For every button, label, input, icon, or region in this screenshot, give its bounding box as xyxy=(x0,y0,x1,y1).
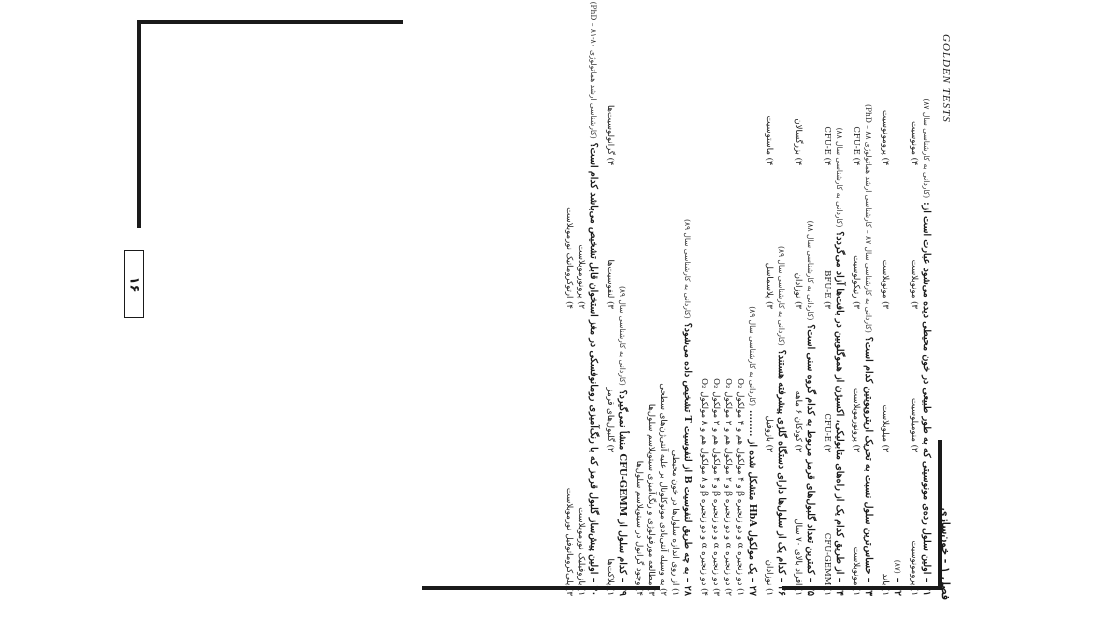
answer-options xyxy=(792,22,804,596)
answer-option-1: ۱) نوزادان xyxy=(764,559,774,596)
answer-option-2: ۲) پرونورموبلاست xyxy=(851,388,861,453)
question-stem: ۲۹ – کدام سلول از CFU-GEMM منشأ نمی‌گیرد؟ xyxy=(617,389,628,596)
answer-options xyxy=(850,22,862,596)
page-number: ۱۶ xyxy=(126,276,142,292)
question-text xyxy=(746,22,758,596)
answer-options xyxy=(563,22,587,596)
answer-option-3: ۳) رتیکولوسیت xyxy=(851,255,861,309)
answer-option-1: ۱) از روی اندازه سلول‌ها در خون محیطی xyxy=(670,449,680,596)
answer-option-1: ۱) بازوفیلیک نورموبلاست xyxy=(576,507,586,596)
question-7 xyxy=(698,22,758,596)
chapter-title: فصل ۱ - خون‌سازی xyxy=(939,507,952,600)
question-source: (کاردانی به کارشناسی سال ۸۹) xyxy=(618,285,627,386)
answer-option-4: ۴) CFU-E xyxy=(822,126,832,166)
book-page xyxy=(152,1,952,604)
answer-option-4: ۴) وجود گرانول در سیتوپلاسم سلول‌ها xyxy=(634,460,644,596)
question-1 xyxy=(908,22,932,596)
question-text xyxy=(833,22,845,596)
question-9 xyxy=(604,22,628,596)
question-text xyxy=(775,22,787,596)
answer-option-1: ۱) دو زنجیره α و دو زنجیره β و ۴ مولکول هم و ۴ مولکول O₂ xyxy=(735,378,745,596)
question-5 xyxy=(792,22,816,596)
question-stem: ۲۸ – به چه طریق لنفوسیت B از لنفوسیت T تشخیص داده می‌شود؟ xyxy=(682,322,693,596)
question-stem: ۲۷ – یک مولکول HbA متشکل شده از ........ xyxy=(747,409,758,596)
answer-option-3: ۳) مونوبلاست xyxy=(880,259,890,309)
answer-option-3: ۳) مونوبلاست xyxy=(909,259,919,309)
question-2 xyxy=(879,22,903,596)
question-stem: ۲۵ – کمترین تعداد گلبول‌های قرمز مربوط به کدام گروه سنی است؟ xyxy=(805,324,816,596)
answer-option-4: ۴) گرانولوسیت‌ها xyxy=(605,104,615,166)
answer-options xyxy=(879,22,891,596)
question-source: (کاردانی به کارشناسی سال ۸۸) xyxy=(835,127,844,228)
footer-brand: GOLDEN TESTS xyxy=(940,34,952,123)
answer-options xyxy=(633,22,681,596)
question-3 xyxy=(850,22,874,596)
answer-options xyxy=(604,22,616,596)
answer-option-3: ۳) لنفوسیت‌ها xyxy=(605,259,615,309)
answer-option-4: ۴) بزرگسالان xyxy=(793,118,803,166)
question-text xyxy=(616,22,628,596)
question-source: (کاردانی به کارشناسی سال ۸۷ – کارشناسی ارشد هماتولوژی PhD – ۸۸) xyxy=(864,104,873,333)
answer-option-4: ۴) مونوسیت xyxy=(909,121,919,166)
question-source: (کاردانی به کارشناسی سال ۸۹) xyxy=(777,246,786,346)
question-source: (کاردانی به کارشناسی سال ۸۸) xyxy=(806,220,815,321)
answer-option-2: ۲) کودکان ۶ ماهه xyxy=(793,390,803,453)
answer-option-2: ۲) گلبول‌های قرمز xyxy=(605,387,615,453)
answer-option-3: ۳) BFU-E xyxy=(822,270,832,309)
question-source: (کاردانی به کارشناسی سال ۸۹) xyxy=(748,306,757,406)
answer-option-1: ۱) افراد بالای ۷۰ سال xyxy=(793,518,803,596)
answer-options xyxy=(763,22,775,596)
answer-option-2: ۲) به وسیله آنتی‌بادی مونوکلونال بر علیه آنتی‌ژن‌های سطحی xyxy=(658,383,668,596)
question-text xyxy=(804,22,816,596)
answer-option-4: ۴) دو زنجیره α و دو زنجیره β و ۸ مولکول هم و ۸ مولکول O₂ xyxy=(699,378,709,596)
answer-option-4: ۴) ماستوسیت xyxy=(764,115,774,166)
answer-option-2: ۲) بازوفیل xyxy=(764,415,774,453)
question-source: (کاردانی به کارشناسی سال ۸۹) xyxy=(683,219,692,319)
answer-options xyxy=(821,22,833,596)
answer-option-2: ۲) پرونورموبلاست xyxy=(576,244,586,309)
answer-option-1: ۱) پرومونوسیت xyxy=(909,540,919,596)
answer-option-3: ۳) پلی‌کروماتوفیل نورموبلاست xyxy=(564,487,574,596)
question-text xyxy=(862,22,874,596)
answer-option-1: ۱) CFU-GEMM xyxy=(822,532,832,596)
question-10 xyxy=(563,1,599,596)
answer-option-2: ۲) منومیلوسیت xyxy=(909,398,919,453)
answer-options xyxy=(908,22,920,596)
answer-option-1: ۱) مونوبلاست xyxy=(851,546,861,596)
question-text xyxy=(587,1,599,596)
answer-option-3: ۳) دو زنجیره α و دو زنجیره β و ۴ مولکول هم و ۲ مولکول O₂ xyxy=(711,378,721,596)
question-text xyxy=(920,22,932,596)
answer-option-3: ۳) پلاسماسل xyxy=(764,262,774,309)
frame-rule-left xyxy=(137,20,141,228)
page-number-box xyxy=(124,250,144,318)
question-stem: ۲۴ – از طریق کدام یک از راه‌های متابولیکی، اکسیژن از هموگلوبین در بافت‌ها آزاد می‌گردد؟ xyxy=(834,231,845,596)
question-stem: ۲۳ – حساس‌ترین سلول نسبت به تحریک اریتروپویتین کدام است؟ xyxy=(863,336,874,596)
answer-option-2: ۲) میلوبلاست xyxy=(880,404,890,453)
question-stem: ۲۱ – اولین سلول رده‌ی مونوسیتی که به طور طبیعی در خون محیطی دیده می‌شود عبارت است از: xyxy=(921,202,932,596)
question-source: (۸۷) xyxy=(893,559,902,574)
question-8 xyxy=(633,22,693,596)
answer-option-3: ۳) مطالعه مورفولوژی و رنگ‌آمیزی سیتوپلاسم سلول‌ها xyxy=(646,403,656,596)
question-stem: ۲۲ – xyxy=(892,577,903,596)
answer-options xyxy=(698,22,746,596)
answer-option-4: ۴) ارتوکروماتیک نورموبلاست xyxy=(564,207,574,309)
answer-option-2: ۲) CFU-E xyxy=(822,413,832,453)
answer-option-3: ۳) نوزادان xyxy=(793,272,803,309)
question-stem: ۲۶ – کدام یک از سلول‌ها دارای دستگاه گلژی پیشرفته هستند؟ xyxy=(776,349,787,596)
answer-option-1: ۱) باند xyxy=(880,573,890,596)
answer-option-2: ۲) دو زنجیره α و دو زنجیره β و ۲ مولکول هم و ۲ مولکول O₂ xyxy=(723,378,733,596)
answer-option-4: ۴) پرومونوسیت xyxy=(880,110,890,166)
answer-option-1: ۱) پلاکت‌ها xyxy=(605,558,615,596)
question-text xyxy=(681,22,693,596)
question-list xyxy=(558,1,932,596)
answer-option-4: ۴) CFU-E xyxy=(851,126,861,166)
question-6 xyxy=(763,22,787,596)
question-source: (کارشناسی ارشد هماتولوژی PhD – ۸۱-۸۰) xyxy=(589,1,598,139)
question-text xyxy=(891,22,903,596)
question-source: (کاردانی به کارشناسی سال ۸۷) xyxy=(922,98,931,199)
question-stem: ۳۰ – اولین پیش‌ساز گلبول قرمز که با رنگ‌آمیزی رومانوفسکی در مغز استخوان قابل تشخیص می‌باشد کدام است؟ xyxy=(588,142,599,596)
question-4 xyxy=(821,22,845,596)
